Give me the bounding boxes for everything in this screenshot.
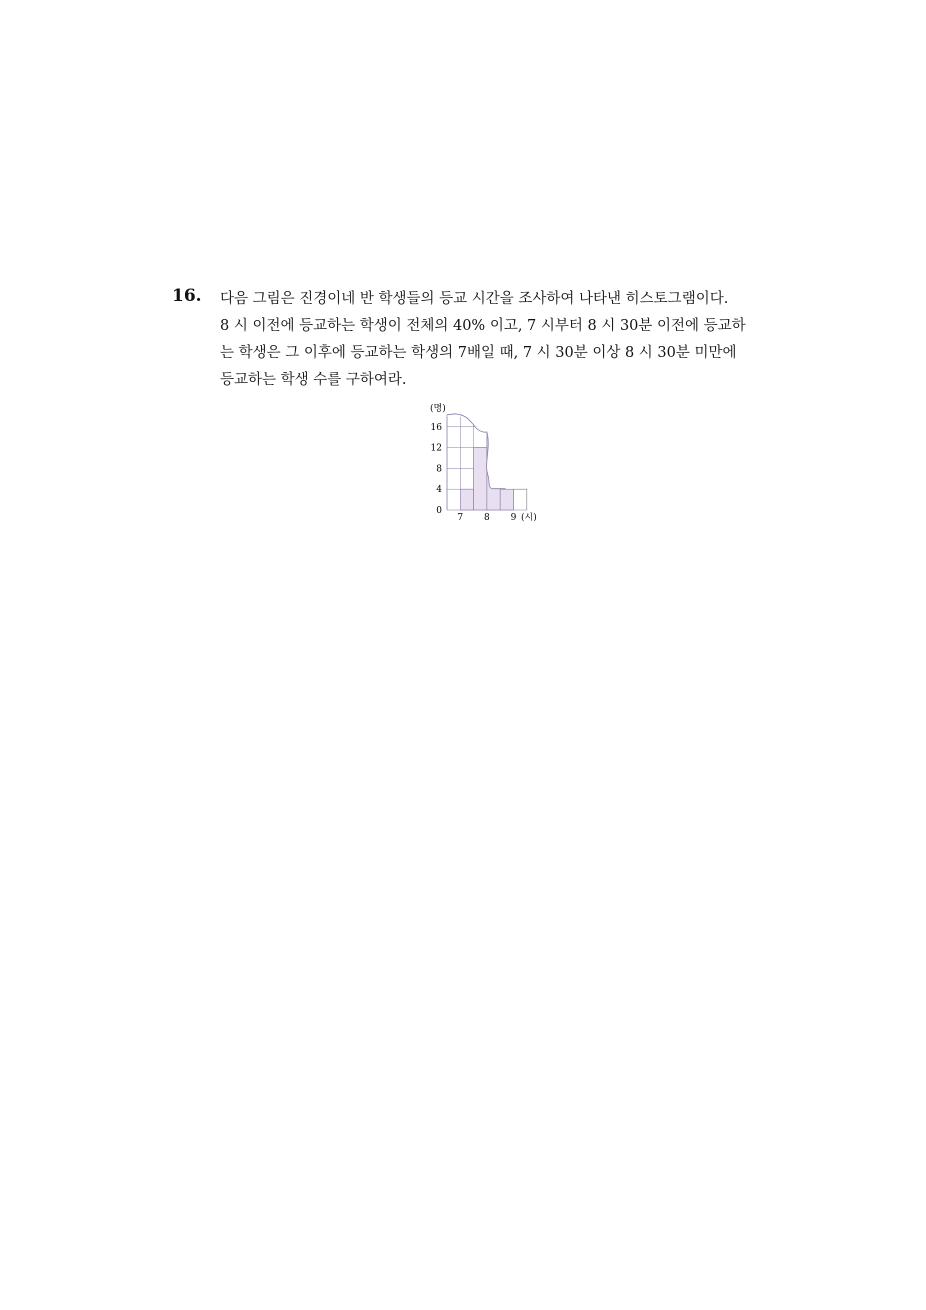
problem-line: 등교하는 학생 수를 구하여라.: [220, 372, 407, 388]
histogram-figure: [418, 396, 548, 526]
y-tick-label: 0: [436, 506, 442, 516]
bin-outline: [514, 489, 527, 510]
x-axis-label: (시): [521, 513, 537, 523]
problem-number: 16.: [172, 286, 202, 306]
y-tick-label: 8: [436, 464, 442, 475]
y-tick-label: 16: [430, 422, 442, 433]
y-axis-label: (명): [430, 404, 446, 414]
problem-line: 는 학생은 그 이후에 등교하는 학생의 7배일 때, 7 시 30분 이상 8 시 30분 미만에: [220, 345, 737, 361]
problem-text: [220, 286, 760, 394]
histogram-bar: [474, 448, 487, 510]
problem-line: 다음 그림은 진경이네 반 학생들의 등교 시간을 조사하여 나타낸 히스토그램이다.: [220, 291, 729, 307]
histogram-chart: [418, 396, 548, 526]
x-tick-label: 9: [510, 513, 517, 523]
histogram-bar: [500, 489, 513, 510]
histogram-bar: [460, 489, 473, 510]
problem-line: 8 시 이전에 등교하는 학생이 전체의 40% 이고, 7 시부터 8 시 30분 이전에 등교하: [220, 318, 746, 334]
y-tick-label: 12: [430, 443, 442, 454]
x-tick-label: 7: [457, 513, 464, 523]
y-tick-label: 4: [436, 485, 442, 496]
x-tick-label: 8: [484, 513, 490, 523]
